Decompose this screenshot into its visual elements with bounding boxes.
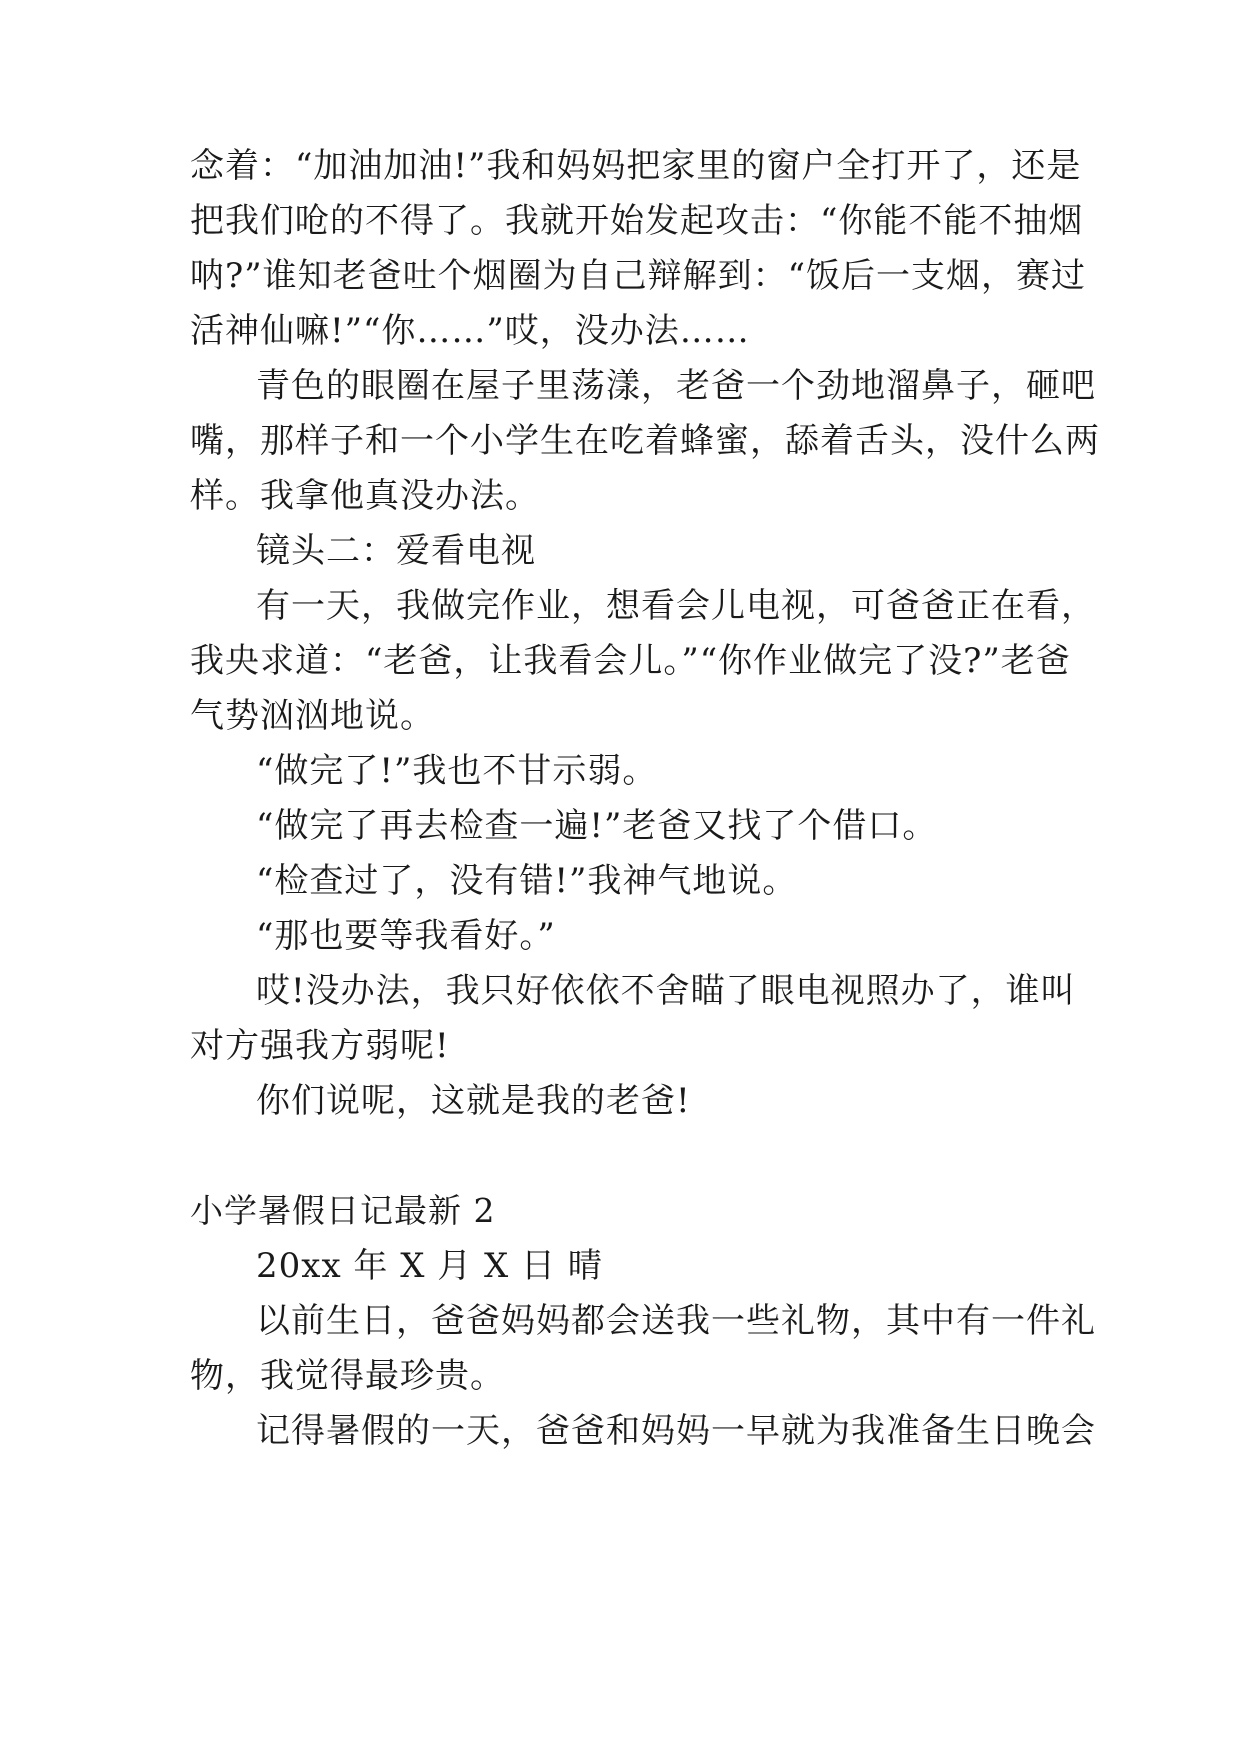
- paragraph-line: 有一天，我做完作业，想看会儿电视，可爸爸正在看，: [256, 586, 1096, 626]
- diary-date-line: 20xx 年 X 月 X 日 晴: [256, 1246, 603, 1286]
- paragraph-line: 把我们呛的不得了。我就开始发起攻击：“你能不能不抽烟: [190, 201, 1084, 241]
- paragraph-line: 活神仙嘛!”“你……”哎，没办法……: [190, 311, 750, 351]
- paragraph-line: 样。我拿他真没办法。: [190, 476, 540, 516]
- dialogue-line: “检查过了，没有错!”我神气地说。: [256, 861, 798, 901]
- dialogue-line: “做完了!”我也不甘示弱。: [256, 751, 658, 791]
- section-label: 镜头二：爱看电视: [256, 531, 536, 571]
- paragraph-line: 以前生日，爸爸妈妈都会送我一些礼物，其中有一件礼: [256, 1301, 1096, 1341]
- paragraph-line: 你们说呢，这就是我的老爸!: [256, 1081, 691, 1121]
- paragraph-line: 哎!没办法，我只好依依不舍瞄了眼电视照办了，谁叫: [256, 971, 1076, 1011]
- paragraph-line: 记得暑假的一天，爸爸和妈妈一早就为我准备生日晚会: [256, 1411, 1096, 1451]
- paragraph-line: 青色的眼圈在屋子里荡漾，老爸一个劲地溜鼻子，砸吧: [256, 366, 1096, 406]
- paragraph-line: 对方强我方弱呢!: [190, 1026, 450, 1066]
- paragraph-line: 我央求道：“老爸，让我看会儿。”“你作业做完了没?”老爸: [190, 641, 1071, 681]
- dialogue-line: “那也要等我看好。”: [256, 916, 556, 956]
- paragraph-line: 气势汹汹地说。: [190, 696, 435, 736]
- paragraph-line: 嘴，那样子和一个小学生在吃着蜂蜜，舔着舌头，没什么两: [190, 421, 1100, 461]
- section-heading: 小学暑假日记最新 2: [190, 1191, 496, 1230]
- paragraph-line: 呐?”谁知老爸吐个烟圈为自己辩解到：“饭后一支烟，赛过: [190, 256, 1086, 296]
- paragraph-line: 物，我觉得最珍贵。: [190, 1356, 505, 1396]
- paragraph-line: 念着：“加油加油!”我和妈妈把家里的窗户全打开了，还是: [190, 146, 1082, 186]
- dialogue-line: “做完了再去检查一遍!”老爸又找了个借口。: [256, 806, 938, 846]
